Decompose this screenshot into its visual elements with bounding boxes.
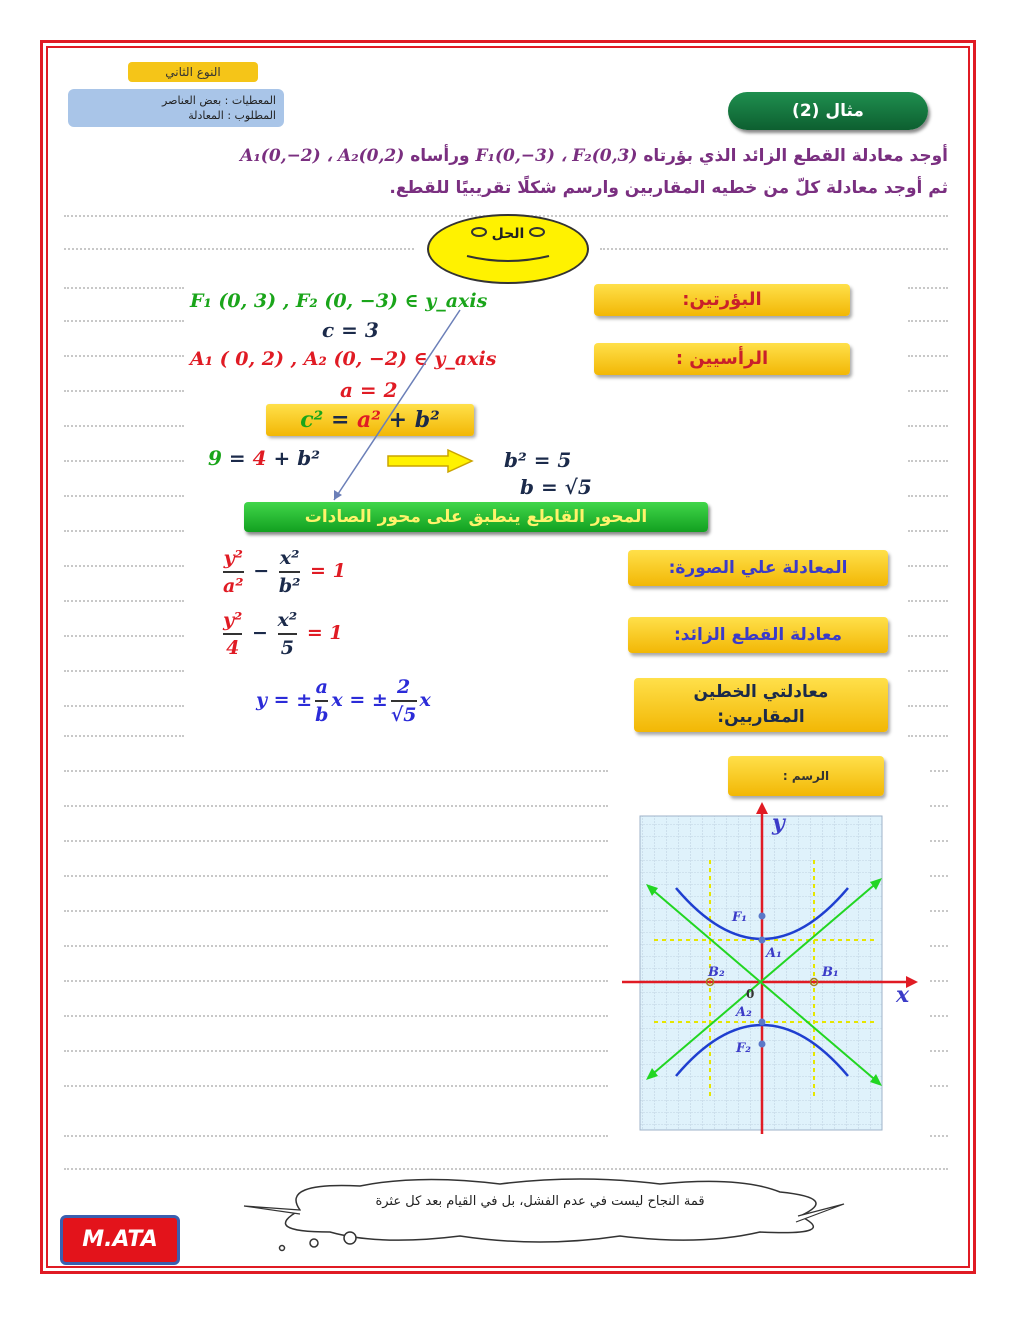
std-num-2: x² [279, 545, 301, 573]
hyperbola-label: معادلة القطع الزائد: [628, 617, 888, 653]
problem-line-2: ثم أوجد معادلة كلّ من خطيه المقاربين وارسم شكلًا تقريبيًا للقطع. [389, 178, 948, 198]
problem-vertices: A₁(0,−2) ، A₂(0,2) [240, 146, 405, 166]
a1-label: A₁ [766, 946, 782, 961]
std-den-1: a² [223, 575, 244, 597]
y-axis-arrow-icon [756, 802, 768, 814]
b2-label: B₂ [708, 965, 725, 980]
substitution-equation [208, 446, 320, 470]
point-f1 [759, 913, 766, 920]
origin-label: 0 [746, 987, 755, 1001]
hyp-minus: − [252, 622, 268, 644]
a2-label: A₂ [736, 1005, 752, 1020]
sub-rest: + b² [266, 446, 320, 470]
asymptotes-label-line-1: معادلتي الخطين [693, 682, 829, 702]
b2-equation: b² = 5 [504, 448, 572, 472]
type-badge: النوع الثاني [128, 62, 258, 82]
quote-text: قمة النجاح ليست في عدم الفشل، بل في القيام بعد كل عثرة [375, 1194, 705, 1209]
foci-equation: F₁ (0, 3) , F₂ (0, −3) ∈ y_axis [190, 290, 488, 312]
sub-nine: 9 [208, 446, 222, 470]
relation-eq: = [323, 407, 358, 433]
asym-num-2: 2 [391, 674, 417, 702]
problem-text: أوجد معادلة القطع الزائد الذي بؤرتاه [643, 146, 948, 166]
asym-mid: x = ± [331, 689, 388, 711]
example-title: مثال (2) [728, 92, 928, 130]
asym-den-1: b [315, 704, 329, 726]
asymptotes-equation [256, 674, 431, 728]
givens-line: المعطيات : بعض العناصر [162, 94, 276, 107]
solution-text: الحل [491, 226, 525, 242]
required-line: المطلوب : المعادلة [188, 109, 276, 122]
asymptotes-label [634, 678, 888, 732]
std-minus: − [253, 560, 270, 582]
asymptotes-label-line-2: المقاربين: [717, 707, 805, 727]
f2-label: F₂ [736, 1041, 751, 1056]
standard-form-equation [220, 545, 346, 599]
hyp-num-2: x² [278, 607, 298, 635]
problem-statement [68, 140, 948, 204]
problem-line-1 [68, 140, 948, 172]
sub-eq: = [221, 446, 253, 470]
smiley-decoration [427, 214, 589, 284]
asym-num-1: a [315, 674, 328, 702]
sub-four: 4 [252, 446, 267, 470]
asym-left: y = ± [256, 689, 313, 711]
std-rhs: = 1 [310, 560, 346, 582]
graph-label: الرسم : [728, 756, 884, 796]
relation-plus: + [380, 407, 415, 433]
hyp-rhs: = 1 [306, 622, 343, 644]
hyperbola-equation [220, 607, 343, 661]
vertices-label: الرأسيين : [594, 343, 850, 375]
point-a1 [759, 937, 766, 944]
hyp-den-1: 4 [226, 637, 240, 659]
standard-form-label: المعادلة علي الصورة: [628, 550, 888, 586]
transverse-axis-note: المحور القاطع ينطبق على محور الصادات [244, 502, 708, 532]
point-a2 [759, 1019, 766, 1026]
a-equation: a = 2 [340, 378, 398, 402]
problem-foci: F₁(0,−3) ، F₂(0,3) [475, 146, 638, 166]
problem-mid: ورأساه [410, 146, 470, 166]
relation-a2: a² [357, 407, 381, 433]
asym-den-2: √5 [390, 704, 417, 726]
b1-label: B₁ [822, 965, 839, 980]
b-equation: b = √5 [520, 475, 592, 499]
author-badge: M.ATA [60, 1215, 180, 1265]
asym-right: x [419, 689, 431, 711]
foci-label: البؤرتين: [594, 284, 850, 316]
x-axis-label: x [896, 982, 910, 1008]
hyperbola-graph [618, 800, 924, 1136]
hyp-num-1: y² [223, 607, 242, 635]
y-axis-label: y [772, 810, 785, 836]
vertices-equation: A₁ ( 0, 2) , A₂ (0, −2) ∈ y_axis [190, 348, 497, 370]
hyp-den-2: 5 [280, 637, 294, 659]
f1-label: F₁ [732, 910, 747, 925]
std-num-1: y² [223, 545, 244, 573]
relation-c2: c² [300, 407, 324, 433]
givens-box [68, 89, 284, 127]
point-f2 [759, 1041, 766, 1048]
quote-cloud [240, 1176, 850, 1256]
pointer-line [320, 300, 470, 510]
c-equation: c = 3 [322, 318, 379, 342]
relation-b2: b² [414, 407, 440, 433]
std-den-2: b² [278, 575, 301, 597]
